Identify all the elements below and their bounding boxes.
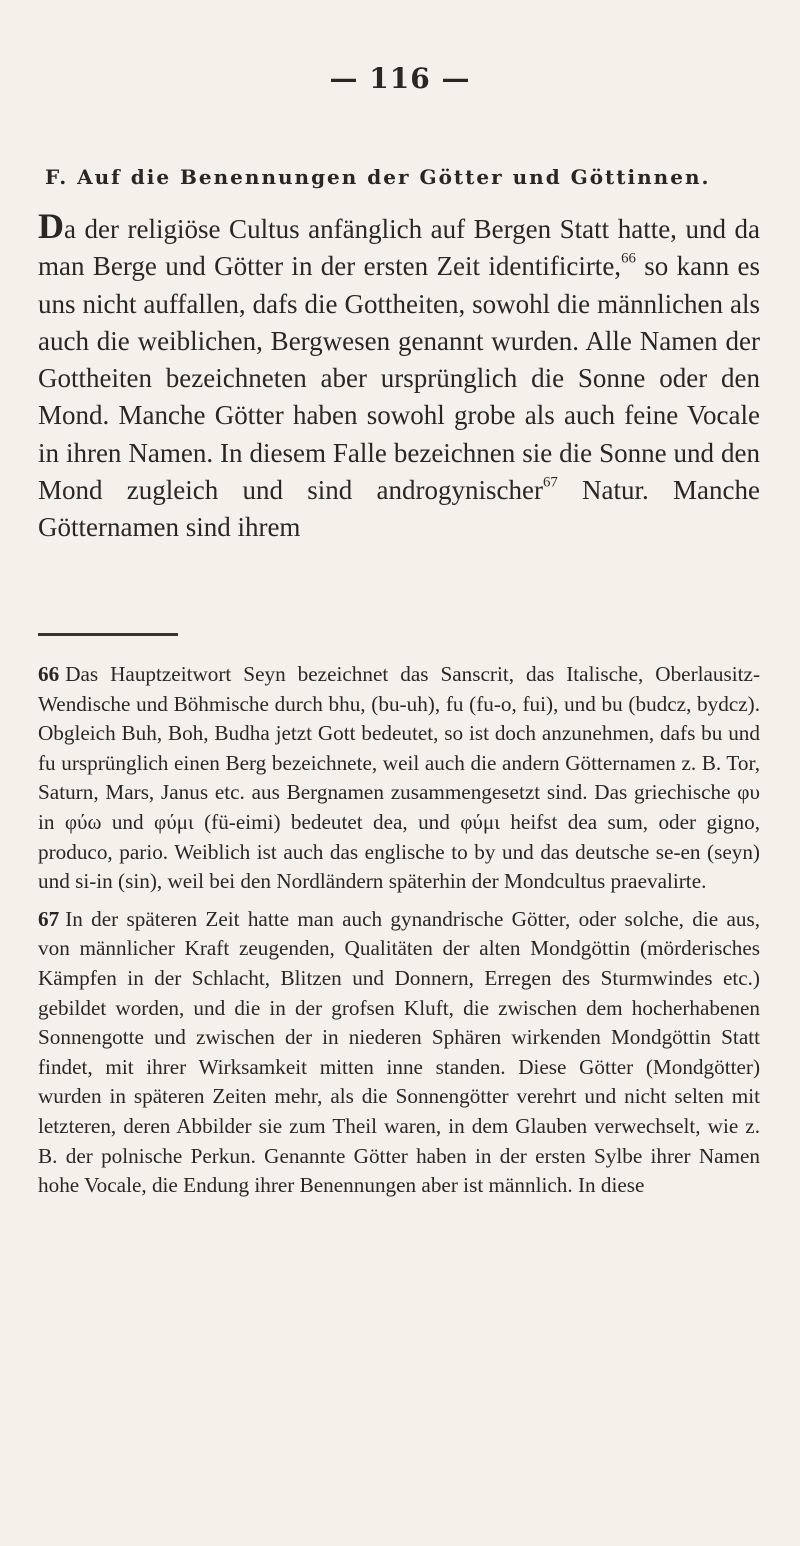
footnote-divider xyxy=(38,633,178,636)
footnote-67 xyxy=(38,905,760,1201)
paragraph-text-1: a der religiöse Cultus anfänglich auf Bergen Statt hatte, und da man Berge und Götter in der ersten Zeit identificirte, xyxy=(38,214,760,282)
paragraph-text-3: Natur. Manche Götternamen sind ihrem xyxy=(38,475,760,543)
section-heading: F. Auf die Benennungen der Götter und Göttinnen. xyxy=(45,165,711,189)
footnote-number: 66 xyxy=(38,662,60,686)
footnote-ref-66: 66 xyxy=(621,250,636,267)
footnote-66 xyxy=(38,660,760,897)
footnotes xyxy=(38,660,760,1209)
drop-cap: D xyxy=(38,206,64,246)
footnote-ref-67: 67 xyxy=(542,474,558,491)
footnote-text: Das Hauptzeitwort Seyn bezeichnet das Sanscrit, das Italische, Oberlausitz-Wendische und Böhmische durch bhu, (bu-uh), fu (fu-o, fui), und bu (budcz, bydcz). Obgleich Buh, Boh, Budha jetzt Gott bedeutet, so ist doch anzunehmen, dafs bu und fu ursprünglich einen Berg bezeichnete, weil auch die andern Götternamen z. B. Tor, Saturn, Mars, Janus etc. aus Bergnamen zusammengesetzt sind. Das griechische φυ in φύω und φύμι (fü-eimi) bedeutet dea, und φύμι heifst dea sum, oder gigno, produco, pario. Weiblich ist auch das englische to by und das deutsche se-en (seyn) und si-in (sin), weil bei den Nordländern späterhin der Mondcultus praevalirte. xyxy=(38,662,760,894)
paragraph-text-2: so kann es uns nicht auffallen, dafs die Gottheiten, sowohl die männlichen als auch die weiblichen, Bergwesen genannt wurden. Alle Namen der Gottheiten bezeichneten aber ursprünglich die Sonne oder den Mond. Manche Götter haben sowohl grobe als auch feine Vocale in ihren Namen. In diesem Falle bezeichnen sie die Sonne und den Mond zugleich und sind androgynischer xyxy=(38,251,761,506)
footnote-number: 67 xyxy=(38,906,60,931)
page-number: — 116 — xyxy=(329,62,471,95)
footnote-text: In der späteren Zeit hatte man auch gynandrische Götter, oder solche, die aus, von männlicher Kraft zeugenden, Qualitäten der alten Mondgöttin (mörderisches Kämpfen in der Schlacht, Blitzen und Donnern, Erregen des Sturmwindes etc.) gebildet worden, und die in der grofsen Kluft, die zwischen dem hocherhabenen Sonnengotte und zwischen der in niederen Sphären wirkenden Mondgöttin Statt findet, mit ihrer Wirksamkeit mitten inne standen. Diese Götter (Mondgötter) wurden in späteren Zeiten mehr, als die Sonnengötter verehrt und nicht selten mit letzteren, deren Abbilder sie zum Theil waren, in dem Glauben verwechselt, wie z. B. der polnische Perkun. Genannte Götter haben in der ersten Sylbe ihrer Namen hohe Vocale, die Endung ihrer Benennungen aber ist männlich. In diese xyxy=(38,906,760,1198)
main-paragraph xyxy=(38,208,760,547)
